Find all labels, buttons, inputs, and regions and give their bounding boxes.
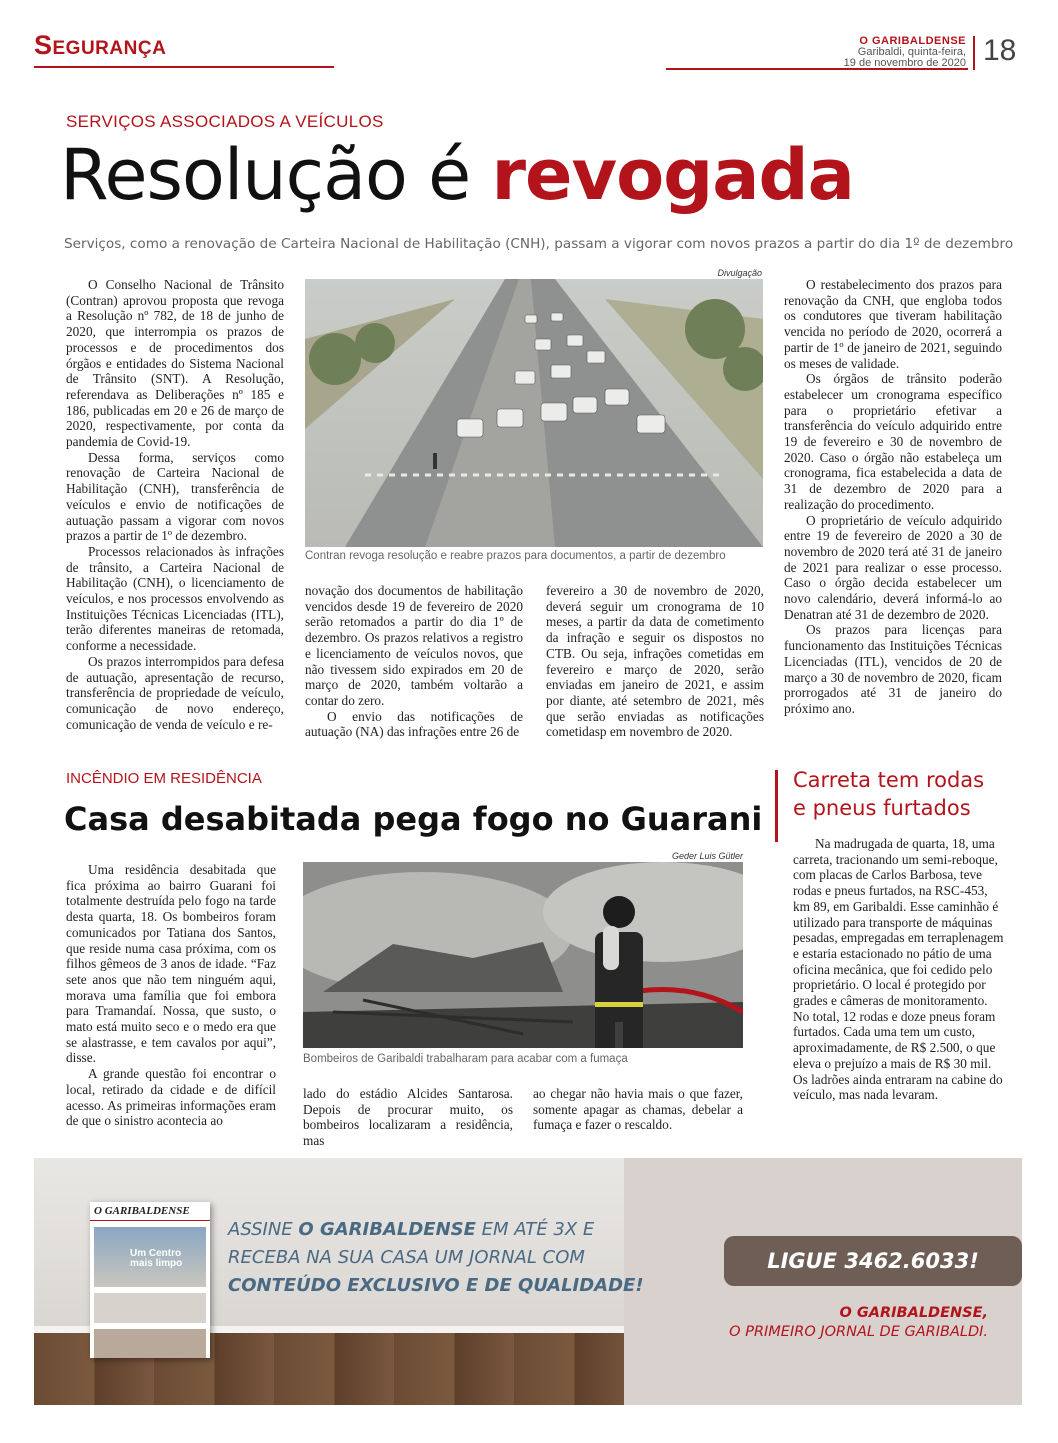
paragraph: lado do estádio Alcides Santarosa. Depois de procurar muito, os bombeiros localizaram a residência, mas [303, 1086, 513, 1149]
section-name: Segurança [34, 30, 167, 60]
paragraph: Os prazos para licenças para funcionamento das Instituições Técnicas Licenciadas (ITL), vencidos de 20 de março a 30 de novembro de 2020, ficam prorrogados até 31 de janeiro do próximo ano. [784, 622, 1002, 716]
paragraph: Os órgãos de trânsito poderão estabelecer um cronograma específico para o proprietário efetivar a transferência do veículo adquirido entre 19 de fevereiro e 30 de novembro de 2020. Caso o órgão não estabeleça um cronograma, fica estabelecida a data de 31 de dezembro de 2020 para a realização do procedimento. [784, 371, 1002, 512]
article-column [305, 583, 523, 740]
headline-part: Resolução é [60, 134, 471, 216]
paragraph: Processos relacionados às infrações de trânsito, a Carteira Nacional de Habilitação (CNH), o licenciamento de veículos, e nos processos envolvendo as Instituições Técnicas Licenciadas (ITL), terão diferentes maneiras de retomada, conforme a necessidade. [66, 543, 284, 654]
ad-text-bold: O GARIBALDENSE [298, 1219, 476, 1240]
photo-caption: Bombeiros de Garibaldi trabalharam para acabar com a fumaça [303, 1053, 628, 1065]
ad-text: ASSINE [228, 1219, 299, 1240]
location-date: Garibaldi, quinta-feira, [857, 46, 966, 58]
article-column [303, 1086, 513, 1149]
slogan-line: O PRIMEIRO JORNAL DE GARIBALDI. [729, 1324, 988, 1340]
ad-line: RECEBA NA SUA CASA UM JORNAL COM [228, 1247, 585, 1268]
paragraph: O proprietário de veículo adquirido entre 19 de fevereiro de 2020 a 30 de novembro de 2020 terá até 31 de janeiro de 2021 para realizar o esse processo. Caso o órgão decida estabelecer um novo calendário, deverá informá-lo ao Denatran até 31 de dezembro de 2020. [784, 512, 1002, 622]
article-subtitle: Serviços, como a renovação de Carteira Nacional de Habilitação (CNH), passam a vigorar com novos prazos a partir do dia 1º de dezembro [64, 236, 1014, 252]
paper-name: O GARIBALDENSE [859, 35, 966, 47]
fire-photo [303, 862, 743, 1048]
photo-credit: Divulgação [717, 268, 762, 278]
traffic-photo [305, 279, 763, 547]
headline-line: e pneus furtados [793, 796, 971, 820]
call-button[interactable]: LIGUE 3462.6033! [724, 1236, 1022, 1286]
highway-illustration [305, 279, 763, 547]
sidebar-rule [775, 770, 778, 842]
paragraph: O envio das notificações de autuação (NA) das infrações entre 26 de [305, 708, 523, 740]
paragraph: A grande questão foi encontrar o local, retirado da cidade e de difícil acesso. As primeiras informações eram de que o sinistro acontecia ao [66, 1066, 276, 1129]
paragraph: Os prazos interrompidos para defesa de autuação, apresentação de recurso, transferência de propriedade de veículo, comunicação de novo endereço, comunicação de venda de veículo e re- [66, 653, 284, 732]
mini-cover-photo [94, 1227, 206, 1287]
header-rule [34, 66, 334, 68]
ad-text: EM ATÉ 3X E [475, 1219, 595, 1240]
paragraph: novação dos documentos de habilitação vencidos desde 19 de fevereiro de 2020 serão retomados a partir do dia 1º de dezembro. Os prazos relativos a registro e licenciamento de veículos novos, que não tivessem sido expirados em 20 de março de 2020, também voltarão a contar do zero. [305, 583, 523, 708]
location-date: 19 de novembro de 2020 [843, 57, 966, 69]
paragraph: Dessa forma, serviços como renovação de Carteira Nacional de Habilitação (CNH), transferência de veículos e envio de notificações de autuação passam a vigorar com novos prazos a partir de 1º de dezembro. [66, 449, 284, 544]
ad-slogan [729, 1304, 988, 1342]
mini-masthead: O GARIBALDENSE [90, 1202, 210, 1221]
mini-headline: Um Centro mais limpo [130, 1248, 183, 1269]
mini-cover-block [94, 1293, 206, 1323]
paragraph: Na madrugada de quarta, 18, uma carreta, tracionando um semi-reboque, com placas de Carlos Barbosa, teve rodas e pneus furtados, na RSC-453, km 89, em Garibaldi. Esse caminhão é utilizado para transporte de máquinas pesadas, empregadas em terraplenagem e estaria estacionado no pátio de uma oficina mecânica, que foi cedido pelo proprietário. O local é protegido por grades e câmeras de monitoramento. No total, 12 rodas e doze pneus foram furtados. Cada uma tem um custo, aproximadamente, de R$ 2.500, o que eleva o prejuízo a mais de R$ 30 mil. Os ladrões ainda entraram na cabine do veículo, mas nada levaram. [793, 836, 1004, 1103]
slogan-line: O GARIBALDENSE, [839, 1305, 988, 1321]
ad-text-bold: CONTEÚDO EXCLUSIVO E DE QUALIDADE! [228, 1275, 644, 1296]
article-headline: Casa desabitada pega fogo no Guarani [64, 800, 763, 838]
article-kicker: INCÊNDIO EM RESIDÊNCIA [66, 770, 262, 787]
photo-caption: Contran revoga resolução e reabre prazos para documentos, a partir de dezembro [305, 550, 726, 562]
ad-line [228, 1272, 644, 1300]
headline-line: Carreta tem rodas [793, 768, 985, 792]
article-column [546, 583, 764, 740]
paragraph: O Conselho Nacional de Trânsito (Contran) aprovou proposta que revoga a Resolução nº 782, de 18 de junho de 2020, que interrompia os prazos de processos e de procedimentos dos órgãos e entidades do Sistema Nacional de Trânsito (SNT). A Resolução, referendava as Deliberações nº 185 e 186, publicadas em 20 e 26 de março de 2020, respectivamente, por conta da pandemia de Covid-19. [66, 277, 284, 450]
ad-copy [228, 1216, 644, 1300]
firefighter-illustration [303, 862, 743, 1048]
article-column [784, 277, 1002, 717]
photo-credit: Geder Luis Gütler [671, 851, 743, 861]
paragraph: fevereiro a 30 de novembro de 2020, deverá seguir um cronograma de 10 meses, a partir da data de cometimento da infração e seguir os dispostos no CTB. Ou seja, infrações cometidas em fevereiro e março de 2020, serão enviadas em janeiro de 2021, e assim por diante, até setembro de 2021, mês que serão enviadas as notificações cometidasp em novembro de 2020. [546, 583, 764, 740]
paragraph: O restabelecimento dos prazos para renovação da CNH, que engloba todos os condutores que tiveram habilitação vencida no período de 2020, ocorrerá a partir de 1º de janeiro de 2021, seguindo os meses de validade. [784, 277, 1002, 371]
paragraph: Uma residência desabitada que fica próxima ao bairro Guarani foi totalmente destruída pelo fogo na tarde desta quarta, 18. Os bombeiros foram comunicados por Tatiana dos Santos, que reside numa casa próxima, com os filhos gêmeos de 3 anos de idade. “Faz sete anos que não tem ninguém aqui, morava uma família que foi embora para Tramandaí. Nossa, que susto, o mato está muito seco e o medo era que se alastrasse, e tem cavalos por aqui”, disse. [66, 862, 276, 1066]
newspaper-thumbnail [90, 1202, 210, 1358]
article-column [66, 277, 284, 732]
paragraph: ao chegar não havia mais o que fazer, somente apagar as chamas, debelar a fumaça e fazer o rescaldo. [533, 1086, 743, 1133]
subscription-ad [34, 1158, 1022, 1405]
header-paper-info [844, 36, 966, 69]
ad-line [228, 1216, 628, 1244]
article-column [533, 1086, 743, 1133]
mini-cover-block [94, 1329, 206, 1358]
headline-highlight: revogada [491, 134, 854, 216]
page-number: 18 [983, 34, 1017, 67]
header-divider [973, 36, 975, 70]
article-headline [60, 134, 854, 216]
article-column [66, 862, 276, 1129]
article-column [793, 836, 1005, 1103]
sidebar-headline [793, 766, 984, 822]
article-kicker: SERVIÇOS ASSOCIADOS A VEÍCULOS [66, 112, 384, 131]
